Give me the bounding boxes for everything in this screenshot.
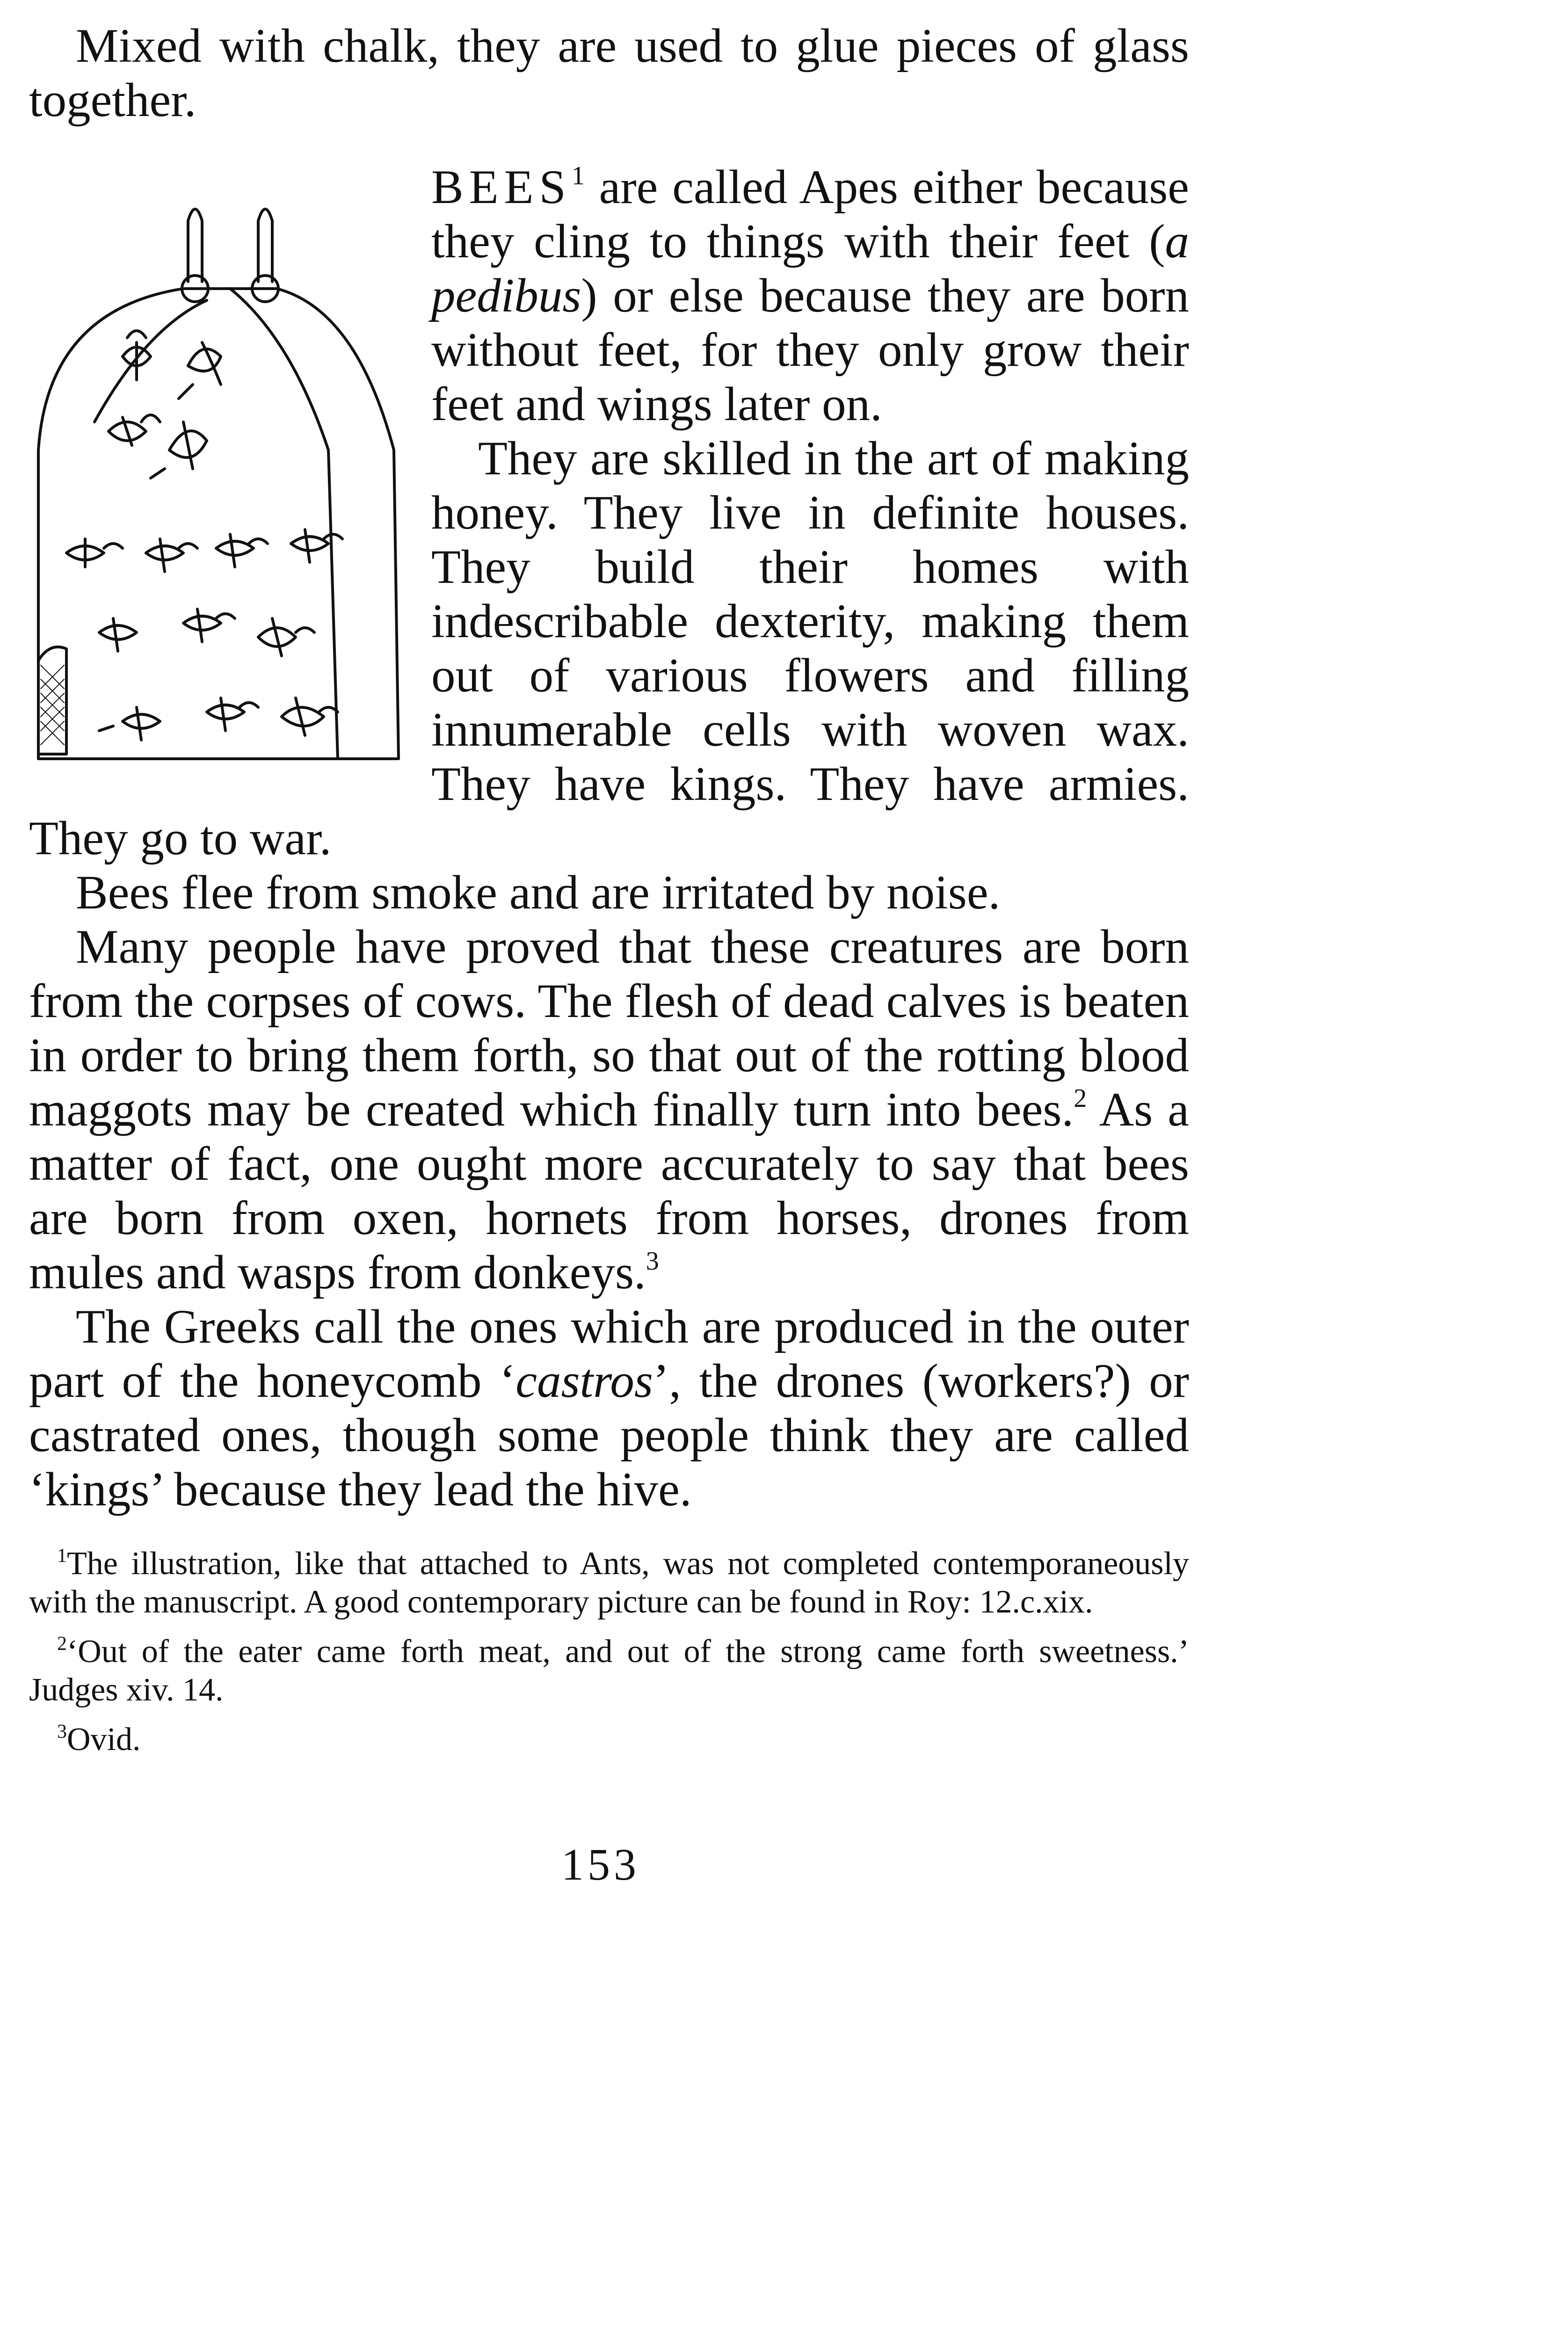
- footnote-ref-2: 2: [1074, 1084, 1087, 1113]
- footnote-mark-3: 3: [57, 1721, 67, 1743]
- bees-paragraph-4: [29, 920, 1189, 1300]
- bees-p1-rest: are called Apes either because they cling to things with their feet (: [431, 160, 1189, 268]
- hive-handle-left: [188, 209, 202, 282]
- bees-paragraph-5: [29, 1300, 1189, 1517]
- bee-drawings: [66, 331, 342, 740]
- footnote-text-1: The illustration, like that attached to Ants, was not completed contemporaneously with the manuscript. A good contemporary picture can be found in Roy: 12.c.xix.: [29, 1546, 1189, 1620]
- bees-p5-italic: castros: [515, 1354, 653, 1408]
- footnote-ref-3: 3: [646, 1247, 659, 1276]
- bees-p1-end: ) or else because they are born without feet, for they only grow their feet and wings later on.: [431, 269, 1189, 431]
- opening-text: Mixed with chalk, they are used to glue pieces of glass together.: [29, 19, 1189, 127]
- beehive-illustration: [29, 188, 413, 768]
- hive-handle-right: [258, 209, 272, 282]
- footnote-ref-1: 1: [571, 161, 585, 190]
- page: [29, 19, 1189, 1770]
- bees-paragraph-2: They are skilled in the art of making honey. They live in definite houses. They build their homes with indescribable dexterity, making them out of various flowers and filling innumerable cells with woven wax. They have kings. They have armies. They go to war.: [29, 432, 1189, 865]
- bees-p5-a: The Greeks call the ones which are produced in the outer part of the honeycomb ‘: [29, 1300, 1189, 1408]
- footnote-mark-1: 1: [57, 1545, 67, 1567]
- bees-heading-word: BEES: [431, 160, 572, 214]
- opening-paragraph: [29, 19, 1189, 127]
- section-gap: [29, 127, 1189, 160]
- bees-paragraph-3: Bees flee from smoke and are irritated by noise.: [76, 866, 1001, 919]
- page-number: 153: [561, 1839, 640, 1889]
- footnote-2: [29, 1633, 1189, 1709]
- bees-p5-b: ’, the drones (workers?) or castrated ones, though some people think they are called ‘kings’ because they lead the hive.: [29, 1354, 1189, 1516]
- footnotes: [29, 1545, 1189, 1759]
- footnote-mark-2: 2: [57, 1633, 67, 1655]
- footnote-3: [29, 1721, 1189, 1759]
- bees-p4-a: Many people have proved that these creatures are born from the corpses of cows. The flesh of dead calves is beaten in order to bring them forth, so that out of the rotting blood maggots may be created which finally turn into bees.: [29, 920, 1189, 1136]
- footnote-text-3: Ovid.: [67, 1722, 141, 1758]
- beehive-drawing: [29, 188, 413, 768]
- footnote-1: [29, 1545, 1189, 1621]
- footnote-text-2: ‘Out of the eater came forth meat, and out of the strong came forth sweetness.’ Judges xiv. 14.: [29, 1634, 1189, 1708]
- bees-p1-italic: a pedibus: [431, 215, 1189, 322]
- bees-p4-b: As a matter of fact, one ought more accurately to say that bees are born from oxen, hornets from horses, drones from mules and wasps from donkeys.: [29, 1083, 1189, 1299]
